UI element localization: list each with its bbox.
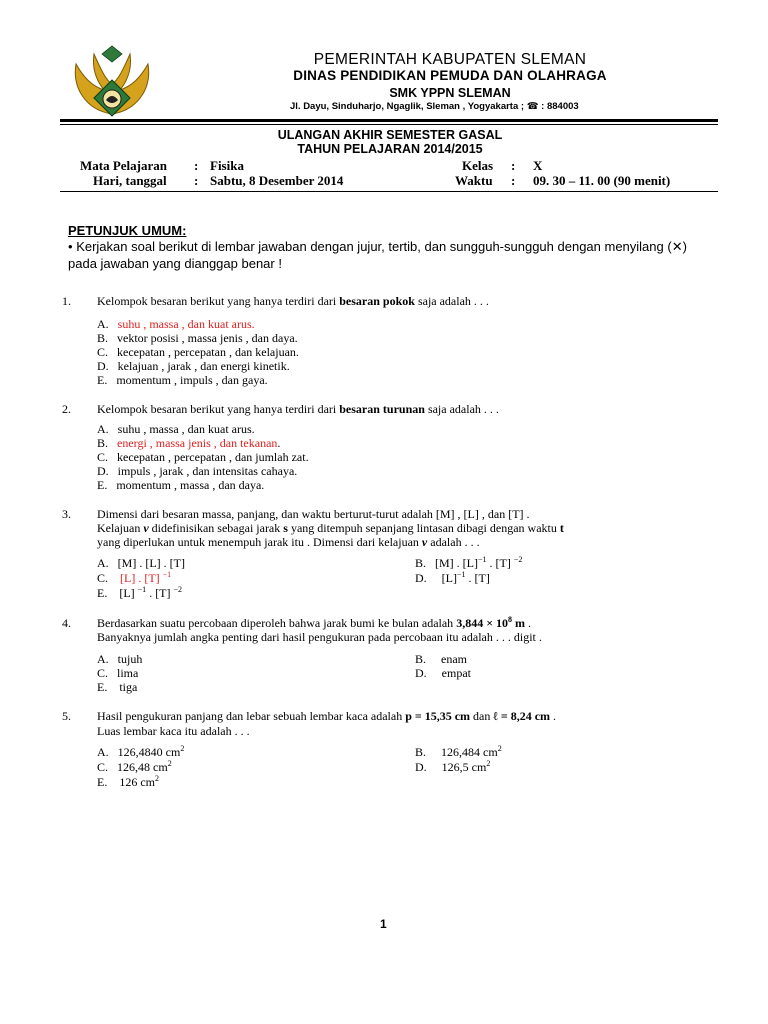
- q4-stem-line1: Berdasarkan suatu percobaan diperoleh bahwa jarak bumi ke bulan adalah $3,844 \times 10^8$ m .: [97, 615, 532, 630]
- date-label: Hari, tanggal: [93, 173, 167, 188]
- q2-option-b: B. energi , massa jenis , dan tekanan.: [97, 436, 281, 450]
- q2-option-d: D. impuls , jarak , dan intensitas cahaya.: [97, 464, 298, 478]
- time-colon: :: [511, 173, 516, 188]
- q3-option-d: D. $[L]^{-1}$ . [T]: [415, 570, 490, 585]
- q4-option-b: B. enam: [415, 652, 468, 666]
- subject-label: Mata Pelajaran: [80, 158, 168, 173]
- q2-stem: Kelompok besaran berikut yang hanya terdiri dari besaran turunan saja adalah . . .: [97, 402, 499, 416]
- q5-option-b: B. 126,484 $cm^2$: [415, 744, 502, 759]
- q2-option-e: E. momentum , massa , dan daya.: [97, 478, 265, 492]
- header-school: SMK YPPN SLEMAN: [389, 86, 511, 100]
- q5-number: 5.: [62, 709, 71, 723]
- instructions-heading: PETUNJUK UMUM:: [68, 223, 187, 238]
- time-value: 09. 30 – 11. 00 (90 menit): [533, 173, 671, 188]
- q1-option-e: E. momentum , impuls , dan gaya.: [97, 373, 268, 387]
- q5-stem-line1: Hasil pengukuran panjang dan lebar sebuah lembar kaca adalah p = 15,35 cm dan ℓ = 8,24 cm .: [97, 709, 557, 723]
- q5-option-c: C. 126,48 $cm^2$: [97, 759, 172, 774]
- q4-stem-line2: Banyaknya jumlah angka penting dari hasil pengukuran pada percobaan itu adalah . . . digit .: [97, 630, 542, 644]
- meta-divider: [60, 191, 718, 192]
- class-label: Kelas: [462, 158, 494, 173]
- q4-number: 4.: [62, 616, 71, 630]
- page-number: 1: [380, 917, 387, 931]
- q4-option-c: C. lima: [97, 666, 139, 680]
- q3-option-a: A. [M] . [L] . [T]: [97, 556, 185, 570]
- q1-stem: Kelompok besaran berikut yang hanya terdiri dari besaran pokok saja adalah . . .: [97, 294, 489, 308]
- q2-option-c: C. kecepatan , percepatan , dan jumlah zat.: [97, 450, 309, 464]
- q2-option-a: A. suhu , massa , dan kuat arus.: [97, 422, 255, 436]
- q1-option-d: D. kelajuan , jarak , dan energi kinetik.: [97, 359, 290, 373]
- instructions-text: [68, 238, 718, 272]
- class-colon: :: [511, 158, 516, 173]
- q3-number: 3.: [62, 507, 71, 521]
- q3-stem-line3: yang diperlukan untuk menempuh jarak itu . Dimensi dari kelajuan v adalah . . .: [97, 535, 480, 549]
- date-value: Sabtu, 8 Desember 2014: [210, 173, 344, 188]
- exam-year: TAHUN PELAJARAN 2014/2015: [297, 142, 483, 156]
- instructions-bullet: Kerjakan soal berikut di lembar jawaban dengan jujur, tertib, dan sungguh-sungguh dengan menyilang (✕) pada jawaban yang dianggap benar !: [68, 239, 687, 271]
- header-government: PEMERINTAH KABUPATEN SLEMAN: [313, 51, 587, 68]
- q3-stem-line1: Dimensi dari besaran massa, panjang, dan waktu berturut-turut adalah [M] , [L] , dan [T] .: [97, 507, 530, 521]
- q5-option-e: E. 126 $cm^2$: [97, 774, 160, 789]
- header-divider-thick: [60, 119, 718, 122]
- subject-value: Fisika: [210, 158, 244, 173]
- header-address: Jl. Dayu, Sinduharjo, Ngaglik, Sleman , Yogyakarta ; ☎ : 884003: [290, 101, 579, 112]
- time-label: Waktu: [455, 173, 493, 188]
- exam-title: ULANGAN AKHIR SEMESTER GASAL: [277, 128, 503, 142]
- bullet-icon: •: [68, 239, 73, 254]
- date-colon: :: [194, 173, 199, 188]
- q1-option-c: C. kecepatan , percepatan , dan kelajuan.: [97, 345, 299, 359]
- q5-option-d: D. 126,5 $cm^2$: [415, 759, 491, 774]
- q5-stem-line2: Luas lembar kaca itu adalah . . .: [97, 724, 250, 738]
- class-value: X: [533, 158, 543, 173]
- header-divider-thin: [60, 124, 718, 125]
- q3-option-e: E. [L] $^{-1}$ . [T] $^{-2}$: [97, 585, 183, 600]
- subject-colon: :: [194, 158, 199, 173]
- q4-option-a: A. tujuh: [97, 652, 143, 666]
- q3-stem-line2: Kelajuan v didefinisikan sebagai jarak s yang ditempuh sepanjang lintasan dibagi dengan waktu t: [97, 521, 564, 535]
- q1-option-b: B. vektor posisi , massa jenis , dan daya.: [97, 331, 298, 345]
- q4-option-e: E. tiga: [97, 680, 138, 694]
- sleman-emblem-logo: [66, 44, 158, 122]
- q1-option-a: A. suhu , massa , dan kuat arus.: [97, 317, 255, 331]
- header-department: DINAS PENDIDIKAN PEMUDA DAN OLAHRAGA: [293, 68, 607, 83]
- q1-number: 1.: [62, 294, 71, 308]
- q5-option-a: A. 126,4840 $cm^2$: [97, 744, 185, 759]
- q2-number: 2.: [62, 402, 71, 416]
- q3-option-c: C. [L] . [T] $^{-1}$: [97, 570, 172, 585]
- q4-option-d: D. empat: [415, 666, 471, 680]
- q3-option-b: B. [M] . $[L]^{-1}$ . [T] $^{-2}$: [415, 555, 523, 570]
